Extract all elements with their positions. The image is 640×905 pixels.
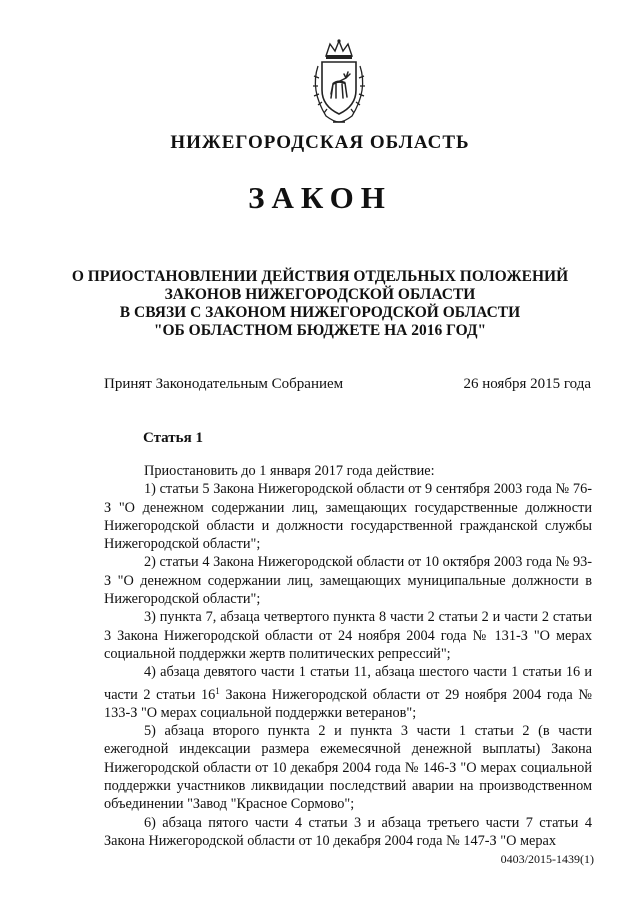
- article-item: 2) статьи 4 Закона Нижегородской области от 10 октября 2003 года № 93-З "О денежном содержании лиц, замещающих муниципальные должности в Нижегородской области";: [104, 554, 592, 608]
- article-body: [104, 462, 592, 850]
- law-title-line: В СВЯЗИ С ЗАКОНОМ НИЖЕГОРОДСКОЙ ОБЛАСТИ: [119, 304, 521, 321]
- adopted-by: Принят Законодательным Собранием: [104, 376, 344, 392]
- article-item: 5) абзаца второго пункта 2 и пункта 3 части 1 статьи 2 (в части ежегодной индексации размера ежемесячной денежной выплаты) Закона Нижегородской области от 10 декабря 2004 года № 146-З "О мерах социальной поддержки участников ликвидации последствий аварии на производственном объединении "Завод "Красное Сормово";: [104, 723, 592, 813]
- article-item: 6) абзаца пятого части 4 статьи 3 и абзаца третьего части 7 статьи 4 Закона Нижегородской области от 10 декабря 2004 года № 147-З "О мерах: [104, 814, 592, 849]
- article-item: 1) статьи 5 Закона Нижегородской области от 9 сентября 2003 года № 76-З "О денежном содержании лиц, замещающих государственные должности Нижегородской области и должности государственной гражданской службы Нижегородской области";: [104, 481, 592, 553]
- article-item-text: 4) абзаца девятого части 1 статьи 11, абзаца шестого части 1 статьи 16 и части 2 статьи 16: [104, 664, 592, 703]
- article-heading: Статья 1: [143, 430, 203, 446]
- document-type-heading: ЗАКОН: [248, 180, 392, 215]
- superscript-marker: 1: [215, 685, 220, 696]
- article-intro: Приостановить до 1 января 2017 года действие:: [144, 463, 435, 479]
- article-item: 3) пункта 7, абзаца четвертого пункта 8 части 2 статьи 2 и части 2 статьи 3 Закона Нижегородской области от 24 ноября 2004 года № 131-З "О мерах социальной поддержки жертв политических репрессий";: [104, 609, 592, 662]
- article-item-text: Закона Нижегородской области от 29 ноября 2004 года № 133-З "О мерах социальной поддержки ветеранов";: [104, 686, 592, 721]
- adoption-line: [104, 376, 591, 393]
- coat-of-arms-emblem: [300, 38, 378, 126]
- law-title-line: ЗАКОНОВ НИЖЕГОРОДСКОЙ ОБЛАСТИ: [164, 286, 476, 303]
- region-heading: НИЖЕГОРОДСКАЯ ОБЛАСТЬ: [170, 132, 470, 153]
- adoption-date: 26 ноября 2015 года: [463, 376, 591, 392]
- document-number: 0403/2015-1439(1): [500, 852, 594, 866]
- law-title: [60, 268, 580, 340]
- law-title-line: "ОБ ОБЛАСТНОМ БЮДЖЕТЕ НА 2016 ГОД": [153, 322, 487, 339]
- article-item: [104, 663, 592, 722]
- law-title-line: О ПРИОСТАНОВЛЕНИИ ДЕЙСТВИЯ ОТДЕЛЬНЫХ ПОЛОЖЕНИЙ: [71, 268, 569, 285]
